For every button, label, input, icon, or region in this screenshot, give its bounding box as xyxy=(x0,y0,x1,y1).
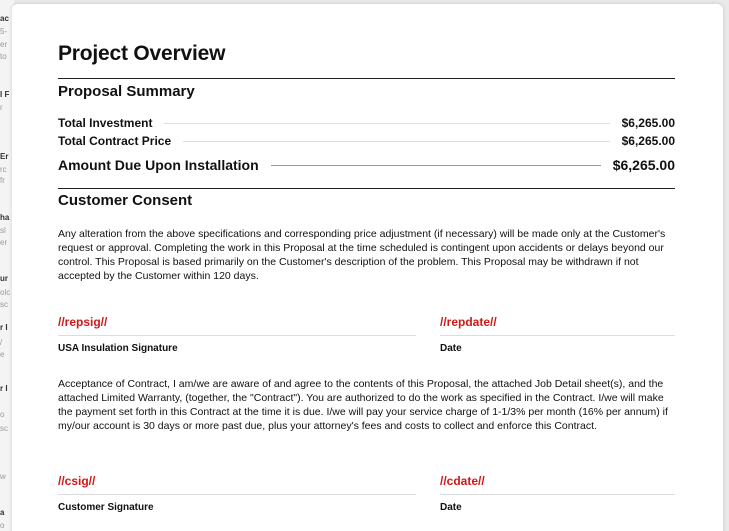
sidebar-fragment: o xyxy=(0,521,5,530)
sidebar-fragment: sc xyxy=(0,300,8,309)
sidebar-fragment: 5- xyxy=(0,27,8,36)
rep-signature-placeholder[interactable]: //repsig// xyxy=(58,315,108,329)
sidebar-fragment: ur xyxy=(0,274,8,283)
document-page xyxy=(12,4,723,531)
date-line xyxy=(440,494,675,495)
customer-consent-heading: Customer Consent xyxy=(58,192,193,209)
title-divider xyxy=(58,78,675,79)
summary-row-amount-due xyxy=(58,157,675,173)
leader-line xyxy=(183,141,609,142)
customer-date-label: Date xyxy=(440,502,462,513)
sidebar-fragment: r I xyxy=(0,323,8,332)
sidebar-fragment: sl xyxy=(0,226,6,235)
summary-row-label: Total Investment xyxy=(58,116,153,130)
sidebar-fragment: to xyxy=(0,52,7,61)
sidebar-fragment: ac xyxy=(0,14,9,23)
sidebar-fragment: r I xyxy=(0,384,8,393)
summary-row-label: Amount Due Upon Installation xyxy=(58,157,259,173)
customer-signature-placeholder[interactable]: //csig// xyxy=(58,474,96,488)
summary-row-total-investment xyxy=(58,116,675,130)
summary-row-label: Total Contract Price xyxy=(58,134,172,148)
summary-row-value: $6,265.00 xyxy=(621,134,675,148)
rep-signature-label: USA Insulation Signature xyxy=(58,343,178,354)
date-line xyxy=(440,335,675,336)
consent-paragraph-alterations: Any alteration from the above specifications and corresponding price adjustment (if necessary) will be made only at the Customer's request or approval. Completing the work in this Proposal at the time scheduled is contingent upon accidents or delays beyond our control. This Proposal is based primarily on the Customer's description of the problem. This Proposal may be withdrawn if not accepted by the Customer within 120 days. xyxy=(58,228,666,282)
summary-row-total-contract-price xyxy=(58,134,675,148)
leader-line xyxy=(164,123,609,124)
summary-row-value: $6,265.00 xyxy=(612,157,675,173)
sidebar-fragment: e xyxy=(0,350,5,359)
rep-signature-block[interactable] xyxy=(58,315,416,354)
sidebar-fragment: er xyxy=(0,40,8,49)
sidebar-fragment: rc xyxy=(0,165,7,174)
sidebar-fragment: r xyxy=(0,103,3,112)
consent-paragraph-acceptance: Acceptance of Contract, I am/we are aware of and agree to the contents of this Proposal, the attached Job Detail sheet(s), and the attached Limited Warranty, (together, the "Contract"). You are authorized to do the work as specified in the Contract. I/we will make the payment set forth in this Contract at the time it is due. I/we will pay your service charge of 1-1/3% per month (16% per annum) if my/our account is 30 days or more past due, plus your attorney's fees and costs to collect and enforce this Contract. xyxy=(58,378,668,432)
sidebar-fragment: er xyxy=(0,238,8,247)
sidebar-fragment: Er xyxy=(0,152,9,161)
customer-date-placeholder[interactable]: //cdate// xyxy=(440,474,485,488)
signature-line xyxy=(58,335,416,336)
sidebar-fragment: / xyxy=(0,338,3,347)
rep-date-block[interactable] xyxy=(440,315,675,354)
rep-date-label: Date xyxy=(440,343,462,354)
leader-line xyxy=(271,165,601,166)
summary-row-value: $6,265.00 xyxy=(621,116,675,130)
sidebar-fragment: sc xyxy=(0,424,8,433)
page-title: Project Overview xyxy=(58,42,226,65)
sidebar-fragment: I F xyxy=(0,90,10,99)
rep-date-placeholder[interactable]: //repdate// xyxy=(440,315,497,329)
sidebar-fragment: ha xyxy=(0,213,10,222)
sidebar-fragment: olc xyxy=(0,288,11,297)
sidebar-fragment: fr xyxy=(0,176,5,185)
customer-signature-block[interactable] xyxy=(58,474,416,513)
customer-signature-label: Customer Signature xyxy=(58,502,154,513)
sidebar-fragment: o xyxy=(0,410,5,419)
sidebar-fragment: a xyxy=(0,508,5,517)
customer-date-block[interactable] xyxy=(440,474,675,513)
signature-line xyxy=(58,494,416,495)
proposal-summary-heading: Proposal Summary xyxy=(58,83,195,100)
section-divider xyxy=(58,188,675,189)
sidebar-fragment: w xyxy=(0,472,6,481)
